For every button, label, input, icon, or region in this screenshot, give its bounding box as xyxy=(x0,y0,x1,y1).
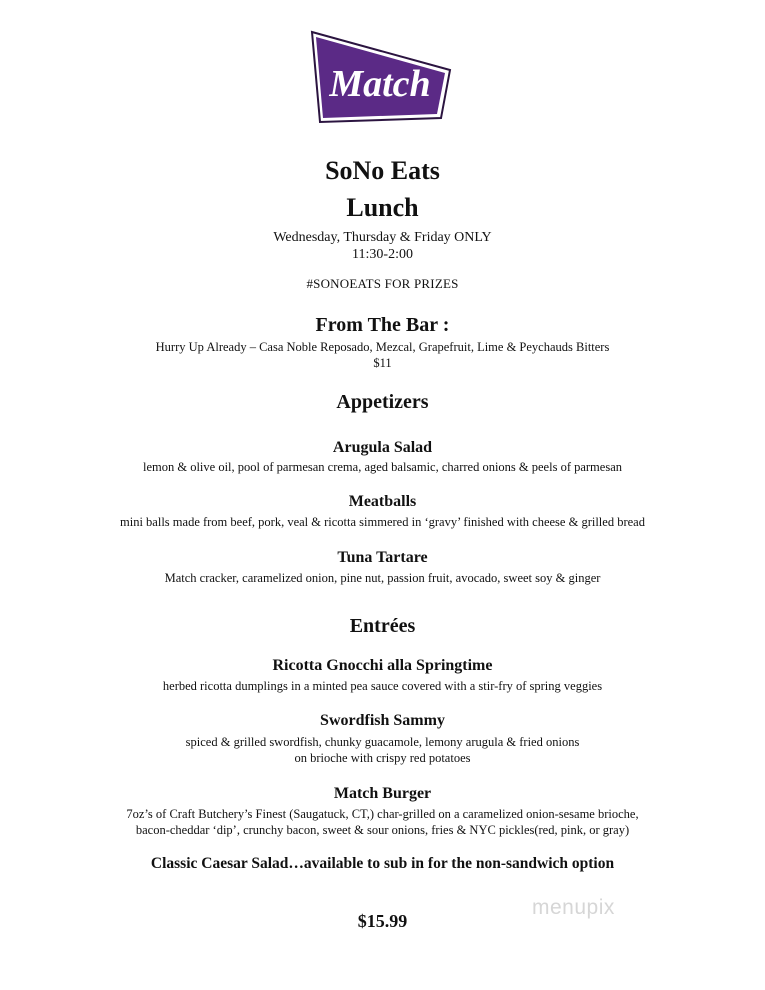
menu-item-name: Tuna Tartare xyxy=(337,549,428,566)
lunch-price: $15.99 xyxy=(357,911,408,931)
service-hours: 11:30-2:00 xyxy=(352,247,413,262)
menu-item-description: spiced & grilled swordfish, chunky guacamole, lemony arugula & fried onions xyxy=(185,735,580,749)
caesar-substitution-note: Classic Caesar Salad…available to sub in for the non-sandwich option xyxy=(150,855,615,872)
menu-item-name: Arugula Salad xyxy=(332,439,433,456)
bar-drink-description: Hurry Up Already – Casa Noble Reposado, Mezcal, Grapefruit, Lime & Peychauds Bitters xyxy=(155,340,610,354)
menu-item-description: bacon-cheddar ‘dip’, crunchy bacon, sweet & sour onions, fries & NYC pickles(red, pink, or gray) xyxy=(135,823,630,837)
logo-text: Match xyxy=(329,63,431,105)
menu-item-name: Meatballs xyxy=(348,493,417,510)
menu-subtitle: Lunch xyxy=(346,193,419,222)
menu-item-name: Match Burger xyxy=(333,785,432,802)
bar-heading: From The Bar : xyxy=(315,314,450,336)
menu-item-description: Match cracker, caramelized onion, pine nut, passion fruit, avocado, sweet soy & ginger xyxy=(164,571,601,585)
hashtag-promo: #SONOEATS FOR PRIZES xyxy=(306,276,459,291)
menu-item-name: Ricotta Gnocchi alla Springtime xyxy=(272,657,493,674)
menu-item-name: Swordfish Sammy xyxy=(320,712,445,729)
match-logo xyxy=(310,30,452,126)
menu-item-description: mini balls made from beef, pork, veal & ricotta simmered in ‘gravy’ finished with cheese & grilled bread xyxy=(120,515,645,529)
menu-item-description: herbed ricotta dumplings in a minted pea sauce covered with a stir-fry of spring veggies xyxy=(162,679,603,693)
menu-item-description: on brioche with crispy red potatoes xyxy=(294,751,471,765)
menu-title: SoNo Eats xyxy=(325,156,440,185)
entrees-heading: Entrées xyxy=(349,615,416,637)
menu-item-description: 7oz’s of Craft Butchery’s Finest (Saugatuck, CT,) char-grilled on a caramelized onion-sesame brioche, xyxy=(126,807,639,821)
appetizers-heading: Appetizers xyxy=(336,391,429,413)
menu-item-description: lemon & olive oil, pool of parmesan crema, aged balsamic, charred onions & peels of parmesan xyxy=(142,460,622,474)
service-days: Wednesday, Thursday & Friday ONLY xyxy=(273,230,492,245)
menupix-watermark: menupix xyxy=(532,896,615,919)
bar-drink-price: $11 xyxy=(373,356,392,370)
